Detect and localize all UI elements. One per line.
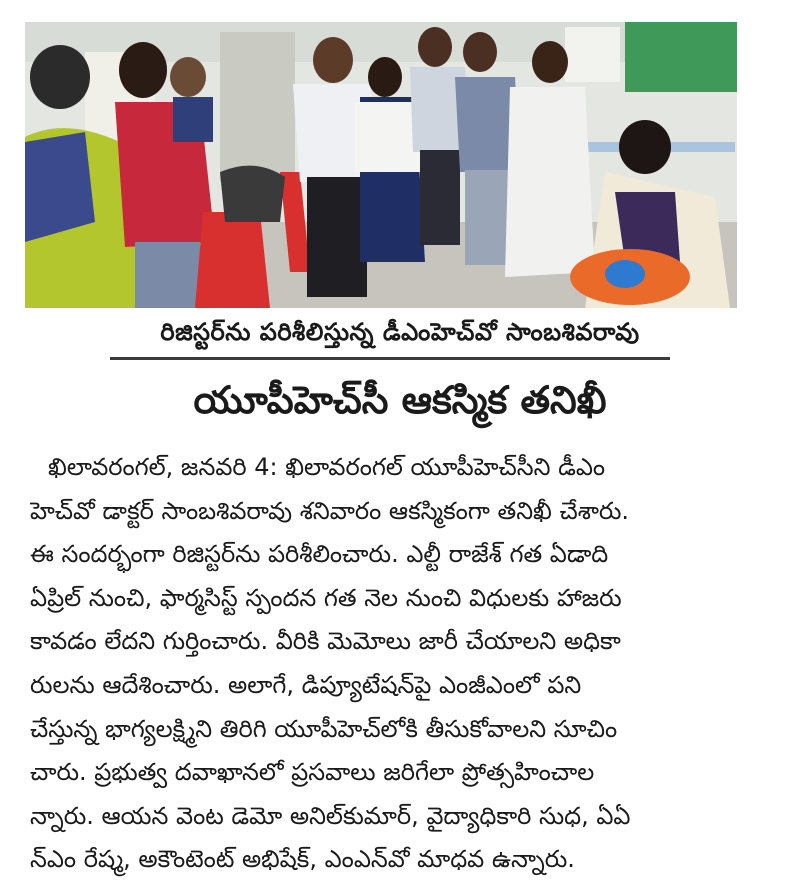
- article-line: చేస్తున్న భాగ్యలక్ష్మిని తిరిగి యూపీహెచ్‌లోకి తీసుకోవాలని సూచిం: [30, 714, 618, 743]
- article-line: చారు. ప్రభుత్వ దవాఖానలో ప్రసవాలు జరిగేలా ప్రోత్సహించాల: [30, 758, 595, 787]
- article-line: న్‌ఎం రేష్మ, అకౌంటెంట్ అభిషేక్, ఎంఎన్‌వో మాధవ ఉన్నారు.: [30, 845, 575, 874]
- article-line: ఖిలావరంగల్, జనవరి 4: ఖిలావరంగల్ యూపీహెచ్‌సీని డీఎం: [48, 453, 606, 481]
- photo-caption: రిజిస్టర్‌ను పరిశీలిస్తున్న డీఎంహెచ్‌వో సాంబశివరావు: [160, 318, 640, 346]
- article-line: ఏప్రిల్ నుంచి, ఫార్మసిస్ట్ స్పందన గత నెల నుంచి విధులకు హాజరు: [30, 583, 622, 612]
- article-body: [30, 446, 770, 882]
- article-line: కావడం లేదని గుర్తించారు. వీరికి మెమోలు జారీ చేయాలని అధికా: [30, 627, 621, 656]
- caption-divider: [110, 357, 670, 360]
- news-photo-illustration: [25, 22, 737, 308]
- article-line: న్నారు. ఆయన వెంట డెమో అనిల్‌కుమార్, వైద్యాధికారి సుధ, ఏఏ: [30, 801, 631, 830]
- article-line: హెచ్‌వో డాక్టర్ సాంబశివరావు శనివారం ఆకస్మికంగా తనిఖీ చేశారు.: [30, 496, 630, 525]
- news-photo: [25, 22, 737, 308]
- article-line: రులను ఆదేశించారు. అలాగే, డిప్యూటేషన్‌పై ఎంజీఎంలో పని: [30, 670, 582, 699]
- article-line: ఈ సందర్భంగా రిజిస్టర్‌ను పరిశీలించారు. ఎల్టీ రాజేశ్ గత ఏడాది: [30, 540, 609, 569]
- headline: యూపీహెచ్‌సీ ఆకస్మిక తనిఖీ: [193, 378, 607, 422]
